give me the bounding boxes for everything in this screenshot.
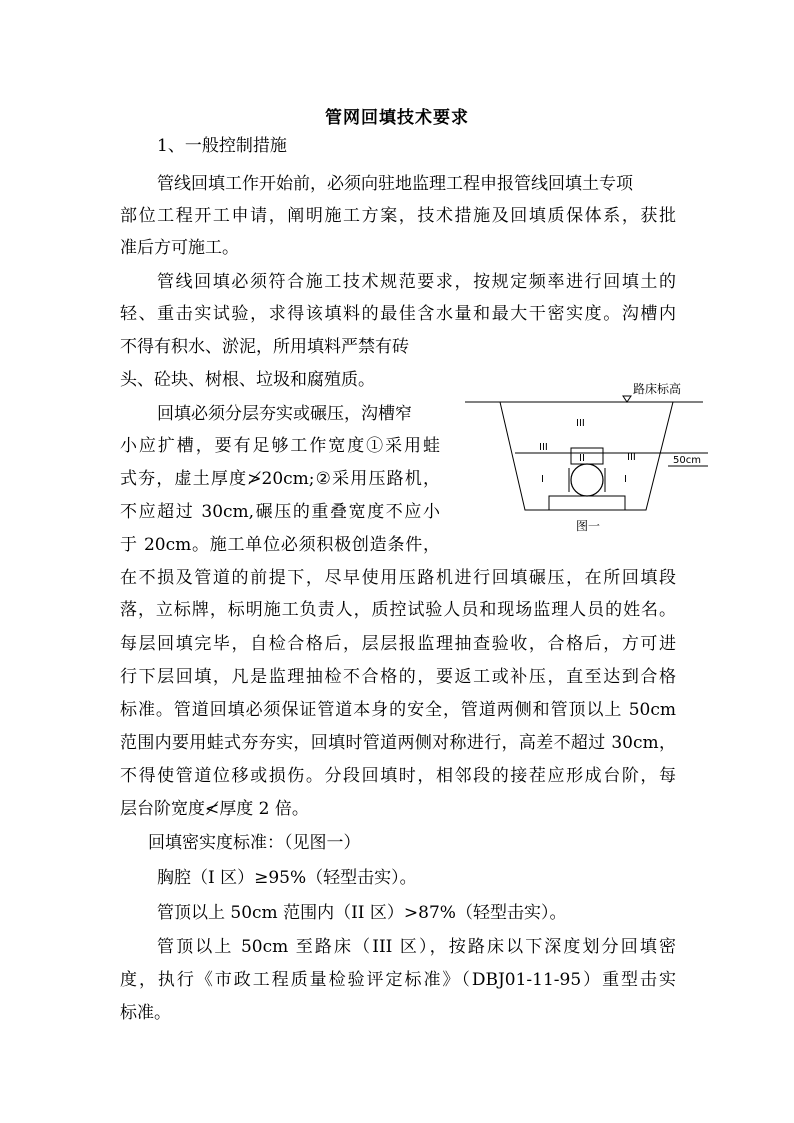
paragraph-line: 落，立标牌，标明施工负责人，质控试验人员和现场监理人员的姓名。 xyxy=(120,600,676,620)
paragraph-line: 于 20cm。施工单位必须积极创造条件， xyxy=(120,535,440,555)
zone-i-label-right: I xyxy=(624,474,627,485)
paragraph-line: 标准。 xyxy=(120,1003,171,1023)
paragraph-line: 范围内要用蛙式夯夯实，回填时管道两侧对称进行，高差不超过 30cm， xyxy=(120,733,676,753)
figure-caption: 图一 xyxy=(576,519,601,533)
paragraph-line: 头、砼块、树根、垃圾和腐殖质。 xyxy=(120,370,375,390)
section-heading: 1、一般控制措施 xyxy=(157,136,287,156)
zone-ii-label: II xyxy=(579,453,585,464)
paragraph-line: 标准。管道回填必须保证管道本身的安全，管道两侧和管顶以上 50cm xyxy=(120,700,676,720)
paragraph-line: 不得有积水、淤泥，所用填料严禁有砖 xyxy=(120,337,409,357)
trench-figure xyxy=(463,380,713,540)
pipe-base xyxy=(549,496,625,510)
depth-label: 50cm xyxy=(673,455,701,466)
paragraph-line: 式夯，虚土厚度≯20cm;②采用压路机， xyxy=(120,469,440,489)
paragraph-line: 管线回填工作开始前，必须向驻地监理工程申报管线回填土专项 xyxy=(157,174,633,194)
paragraph-line: 不应超过 30cm,碾压的重叠宽度不应小 xyxy=(120,502,440,522)
trench-diagram xyxy=(463,380,713,540)
paragraph-line: 回填必须分层夯实或碾压，沟槽窄 xyxy=(157,404,412,424)
paragraph-line: 在不损及管道的前提下，尽早使用压路机进行回填碾压，在所回填段 xyxy=(120,568,676,588)
paragraph-line: 每层回填完毕，自检合格后，层层报监理抽查验收，合格后，方可进 xyxy=(120,634,676,654)
zone-i-label-left: I xyxy=(541,474,544,485)
zone-iii-label-left: III xyxy=(539,442,548,453)
paragraph-line: 部位工程开工申请，阐明施工方案，技术措施及回填质保体系，获批 xyxy=(120,206,676,226)
paragraph-line: 行下层回填，凡是监理抽检不合格的，要返工或补压，直至达到合格 xyxy=(120,667,676,687)
road-level-label: 路床标高 xyxy=(633,382,682,396)
paragraph-line: 胸腔（I 区）≥95%（轻型击实）。 xyxy=(157,868,417,888)
paragraph-line: 层台阶宽度≮厚度 2 倍。 xyxy=(120,799,309,819)
zone-iii-label-right: III xyxy=(627,452,636,463)
pipe-icon xyxy=(571,464,603,496)
zone-ii-box xyxy=(571,448,603,464)
paragraph-line: 管顶以上 50cm 至路床（III 区），按路床以下深度划分回填密 xyxy=(157,937,676,957)
trench-outline xyxy=(500,402,673,510)
zone-iii-label-top: III xyxy=(576,418,585,429)
page-title: 管网回填技术要求 xyxy=(325,108,469,128)
paragraph-line: 管线回填必须符合施工技术规范要求，按规定频率进行回填土的 xyxy=(157,272,676,292)
paragraph-line: 准后方可施工。 xyxy=(120,238,239,258)
paragraph-line: 回填密实度标准：（见图一） xyxy=(148,833,361,853)
paragraph-line: 不得使管道位移或损伤。分段回填时，相邻段的接茬应形成台阶，每 xyxy=(120,766,676,786)
paragraph-line: 小应扩槽，要有足够工作宽度①采用蛙 xyxy=(120,436,440,456)
paragraph-line: 度，执行《市政工程质量检验评定标准》（DBJ01-11-95）重型击实 xyxy=(120,970,676,990)
paragraph-line: 轻、重击实试验，求得该填料的最佳含水量和最大干密实度。沟槽内 xyxy=(120,304,676,324)
road-level-marker-icon xyxy=(623,396,631,402)
paragraph-line: 管顶以上 50cm 范围内（II 区）>87%（轻型击实）。 xyxy=(157,903,567,923)
